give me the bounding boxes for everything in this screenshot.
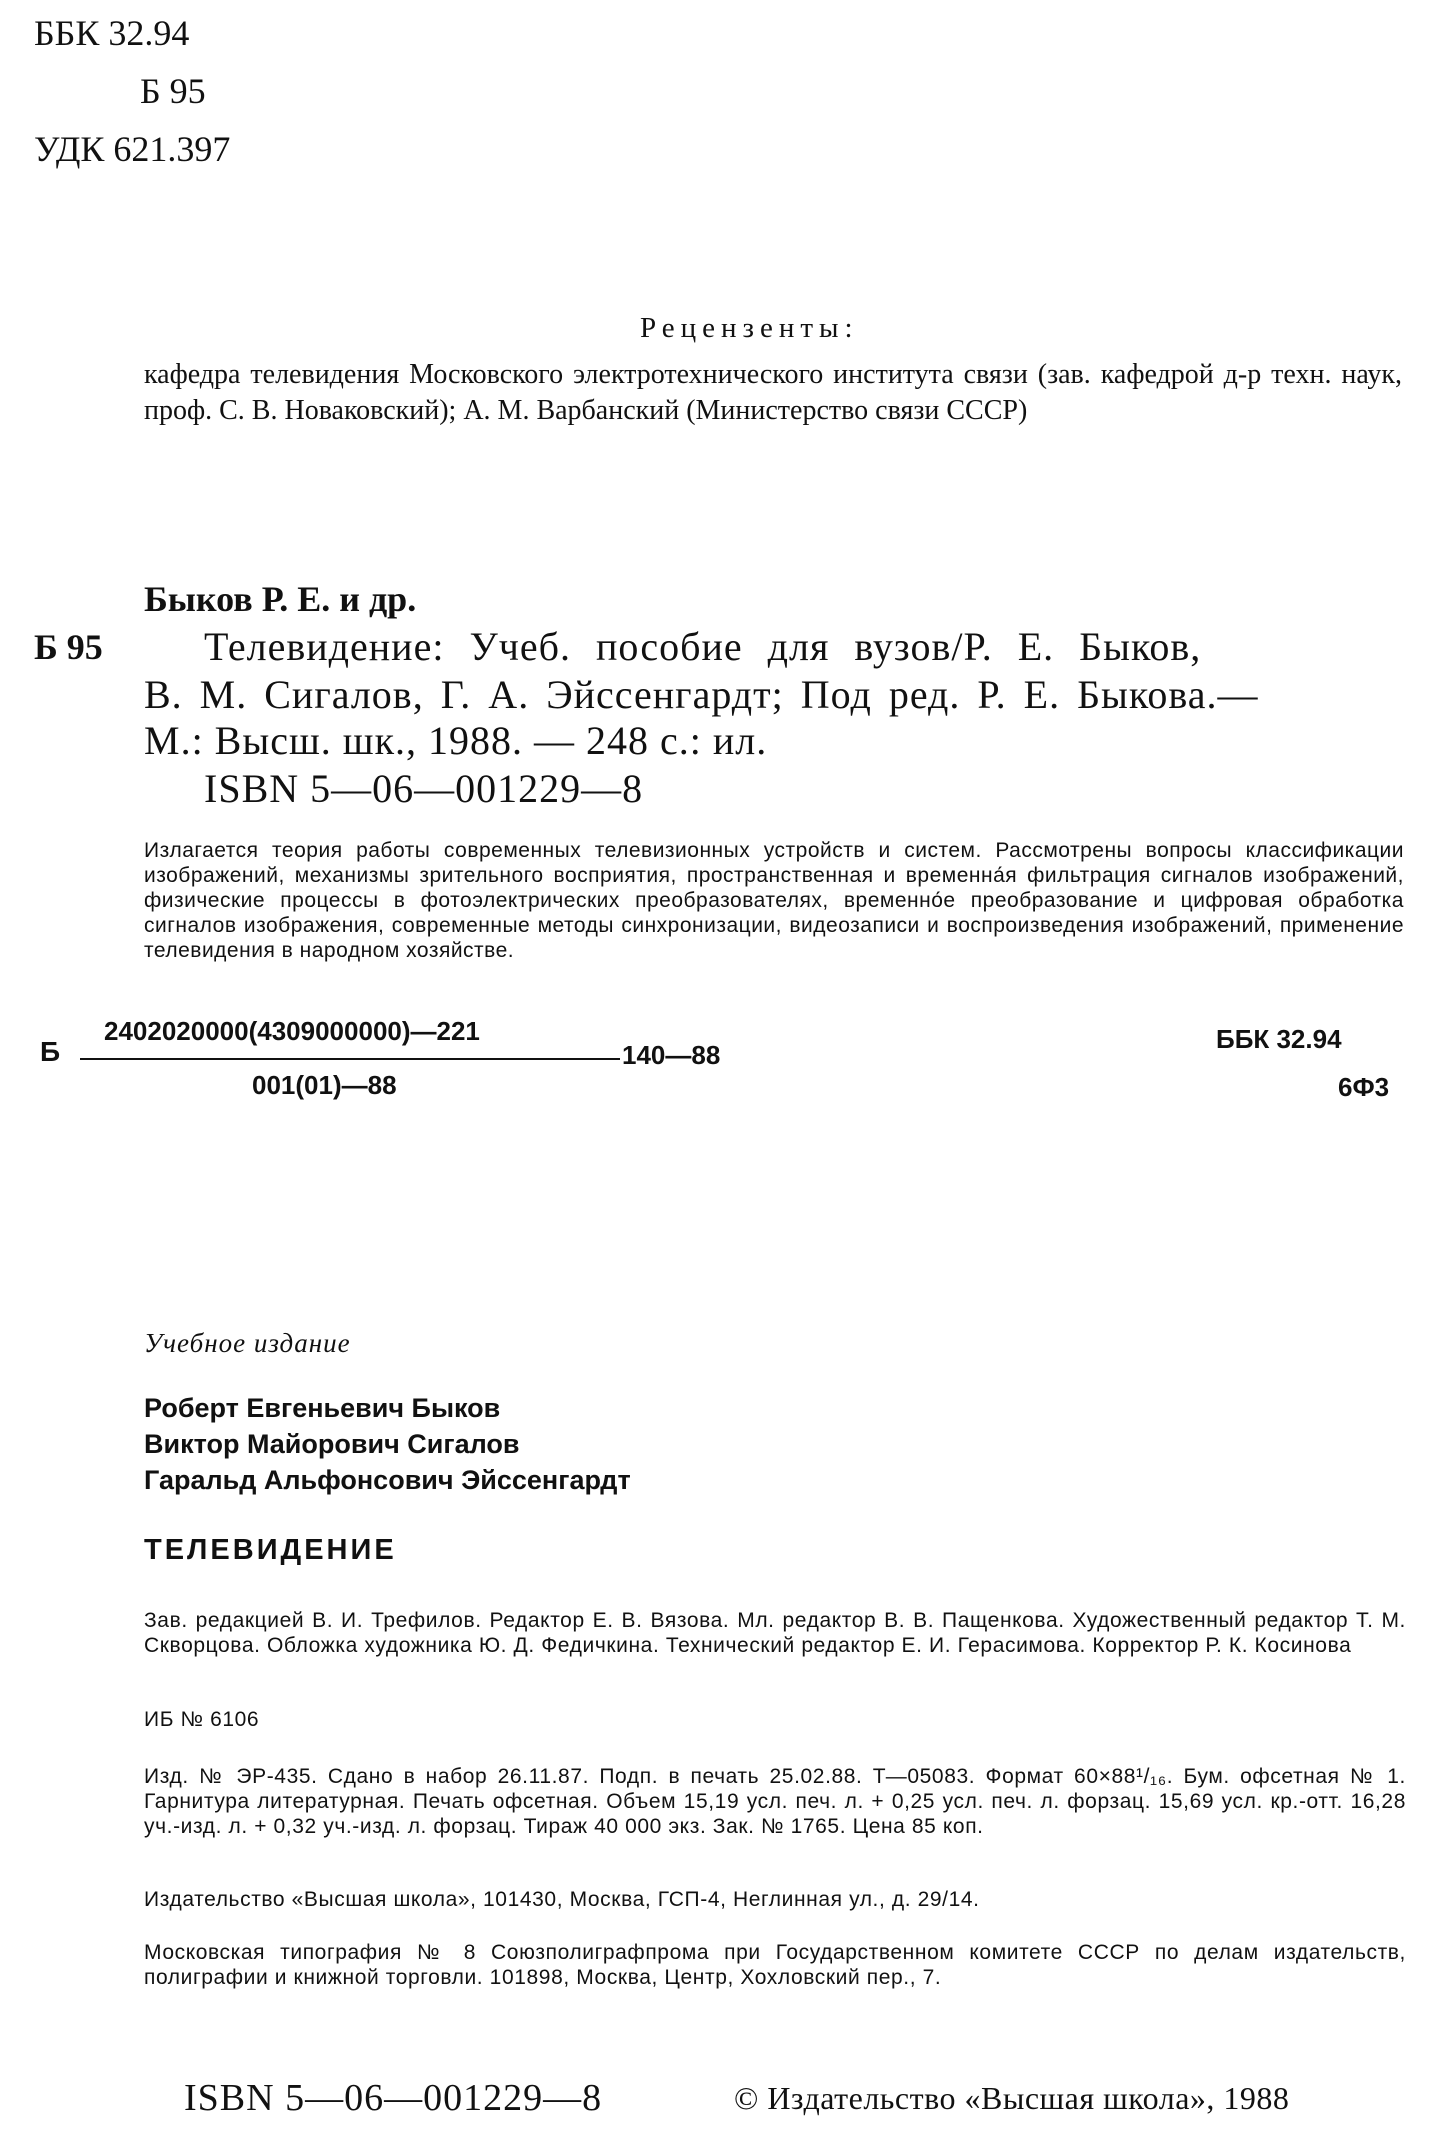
udk-index: УДК 621.397	[34, 129, 231, 169]
author-2: Виктор Майорович Сигалов	[144, 1429, 520, 1459]
fraction-line	[80, 1058, 620, 1060]
reviewers-text: кафедра телевидения Московского электротехнического института связи (зав. кафедрой д-р техн. наук, проф. С. В. Новаковский); А. М. Варбанский (Министерство связи СССР)	[144, 359, 1402, 426]
class-code: 6Ф3	[1338, 1072, 1390, 1102]
author-mark: Б 95	[140, 71, 206, 111]
class-numerator: 2402020000(4309000000)—221	[104, 1016, 480, 1046]
class-bbk: ББК 32.94	[1216, 1024, 1342, 1054]
imprint-print-details: Изд. № ЭР-435. Сдано в набор 26.11.87. Подп. в печать 25.02.88. Т—05083. Формат 60×88¹/₁₆. Бум. офсетная № 1. Гарнитура литературная. Печать офсетная. Объем 15,19 усл. печ. л. + 0,25 усл. печ. л. форзац. 15,69 усл. кр.-отт. 16,28 уч.-изд. л. + 0,32 уч.-изд. л. форзац. Тираж 40 000 экз. Зак. № 1765. Цена 85 коп.	[144, 1765, 1406, 1838]
class-letter: Б	[40, 1036, 61, 1067]
bib-code: Б 95	[34, 627, 103, 667]
footer-copyright: © Издательство «Высшая школа», 1988	[734, 2080, 1290, 2116]
annotation: Излагается теория работы современных телевизионных устройств и систем. Рассмотрены вопросы классификации изображений, механизмы зрительного восприятия, пространственная и временна́я фильтрация сигналов изображений, физические процессы в фотоэлектрических преобразователях, временно́е преобразование и цифровая обработка сигналов изображения, современные методы синхронизации, видеозаписи и воспроизведения изображений, применение телевидения в народном хозяйстве.	[144, 839, 1404, 962]
bib-isbn: ISBN 5—06—001229—8	[204, 766, 644, 811]
imprint-publisher: Издательство «Высшая школа», 101430, Москва, ГСП-4, Неглинная ул., д. 29/14.	[144, 1888, 980, 1911]
bbk-index: ББК 32.94	[34, 13, 190, 53]
author-3: Гаральд Альфонсович Эйссенгардт	[144, 1465, 631, 1495]
imprint-ib: ИБ № 6106	[144, 1708, 260, 1731]
bib-line-1: Телевидение: Учеб. пособие для вузов/Р. Е. Быков,	[204, 624, 1202, 669]
book-title: ТЕЛЕВИДЕНИЕ	[144, 1534, 397, 1566]
author-1: Роберт Евгеньевич Быков	[144, 1393, 501, 1423]
bib-author: Быков Р. Е. и др.	[144, 579, 417, 619]
imprint-printer: Московская типография № 8 Союзполиграфпрома при Государственном комитете СССР по делам издательств, полиграфии и книжной торговли. 101898, Москва, Центр, Хохловский пер., 7.	[144, 1941, 1406, 1989]
bib-line-2: В. М. Сигалов, Г. А. Эйссенгардт; Под ред. Р. Е. Быкова.—	[144, 672, 1259, 717]
reviewers-heading: Рецензенты:	[640, 312, 859, 344]
imprint-staff: Зав. редакцией В. И. Трефилов. Редактор Е. В. Вязова. Мл. редактор В. В. Пащенкова. Художественный редактор Т. М. Скворцова. Обложка художника Ю. Д. Федичкина. Технический редактор Е. И. Герасимова. Корректор Р. К. Косинова	[144, 1609, 1406, 1657]
edition-type: Учебное издание	[144, 1328, 351, 1358]
footer-isbn: ISBN 5—06—001229—8	[184, 2077, 603, 2119]
class-suffix: 140—88	[622, 1040, 721, 1070]
class-denominator: 001(01)—88	[252, 1070, 397, 1100]
bib-line-3: М.: Высш. шк., 1988. — 248 с.: ил.	[144, 718, 768, 763]
